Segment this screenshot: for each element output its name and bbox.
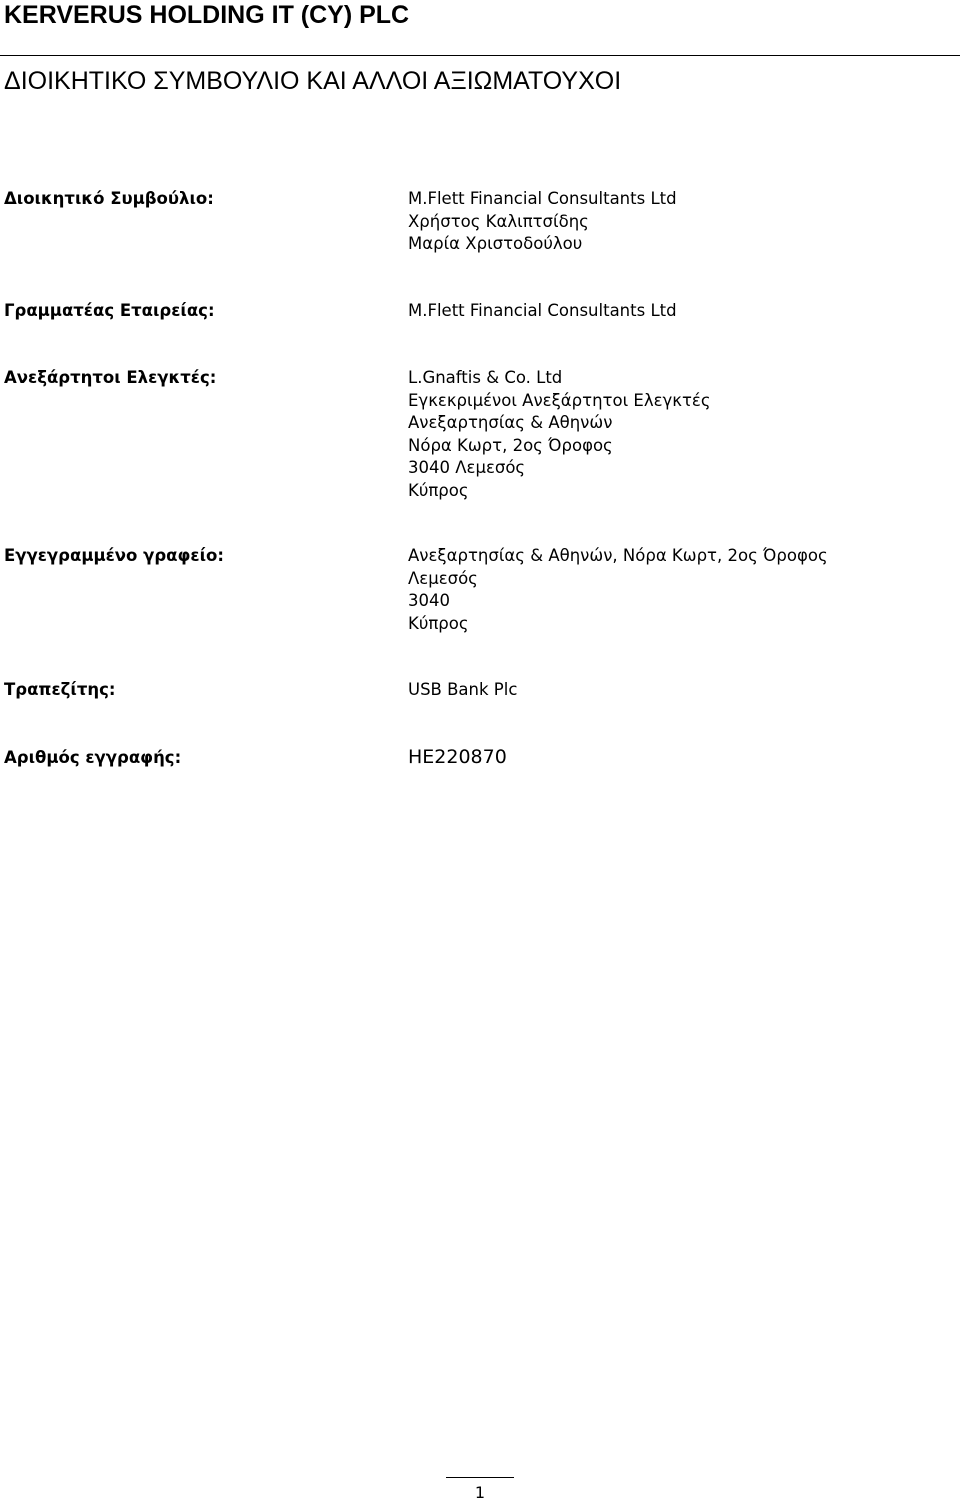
auditors-line: Νόρα Κωρτ, 2ος Όροφος	[408, 435, 613, 455]
registered-office-address	[408, 545, 828, 635]
board-member: M.Flett Financial Consultants Ltd	[408, 189, 677, 208]
page-number: 1	[474, 1483, 486, 1502]
auditors-address	[408, 367, 711, 502]
footer-divider	[446, 1477, 514, 1478]
registration-label: Αριθμός εγγραφής:	[4, 748, 182, 767]
company-title: KERVERUS HOLDING IT (CY) PLC	[4, 1, 410, 29]
section-title: ΔΙΟΙΚΗΤΙΚΟ ΣΥΜΒΟΥΛΙΟ ΚΑΙ ΑΛΛΟΙ ΑΞΙΩΜΑΤΟΥΧΟΙ	[4, 67, 622, 95]
auditors-line: Κύπρος	[408, 480, 469, 500]
bankers-label: Τραπεζίτης:	[4, 680, 116, 699]
secretary-label: Γραμματέας Εταιρείας:	[4, 301, 215, 320]
auditors-line: Εγκεκριμένοι Ανεξάρτητοι Ελεγκτές	[408, 390, 711, 410]
registration-value	[408, 745, 507, 769]
secretary-name: M.Flett Financial Consultants Ltd	[408, 301, 677, 320]
board-member: Μαρία Χριστοδούλου	[408, 234, 583, 253]
registered-office-line: Κύπρος	[408, 613, 469, 633]
registered-office-label: Εγγεγραμμένο γραφείο:	[4, 546, 224, 565]
title-divider	[0, 55, 960, 56]
registered-office-line: Λεμεσός	[408, 568, 478, 588]
bank-name: USB Bank Plc	[408, 680, 518, 699]
auditors-line: 3040 Λεμεσός	[408, 458, 526, 477]
bankers-value	[408, 679, 517, 702]
auditors-line: L.Gnaftis & Co. Ltd	[408, 368, 563, 387]
registered-office-line: 3040	[408, 591, 450, 610]
auditors-label: Ανεξάρτητοι Ελεγκτές:	[4, 368, 217, 387]
board-member: Χρήστος Καλιπτσίδης	[408, 211, 589, 231]
auditors-line: Ανεξαρτησίας & Αθηνών	[408, 413, 613, 432]
secretary-value	[408, 300, 677, 323]
registered-office-line: Ανεξαρτησίας & Αθηνών, Νόρα Κωρτ, 2ος Όροφος	[408, 546, 828, 565]
board-members	[408, 188, 677, 256]
board-label: Διοικητικό Συμβούλιο:	[4, 189, 214, 208]
registration-number: ΗΕ220870	[408, 746, 507, 768]
